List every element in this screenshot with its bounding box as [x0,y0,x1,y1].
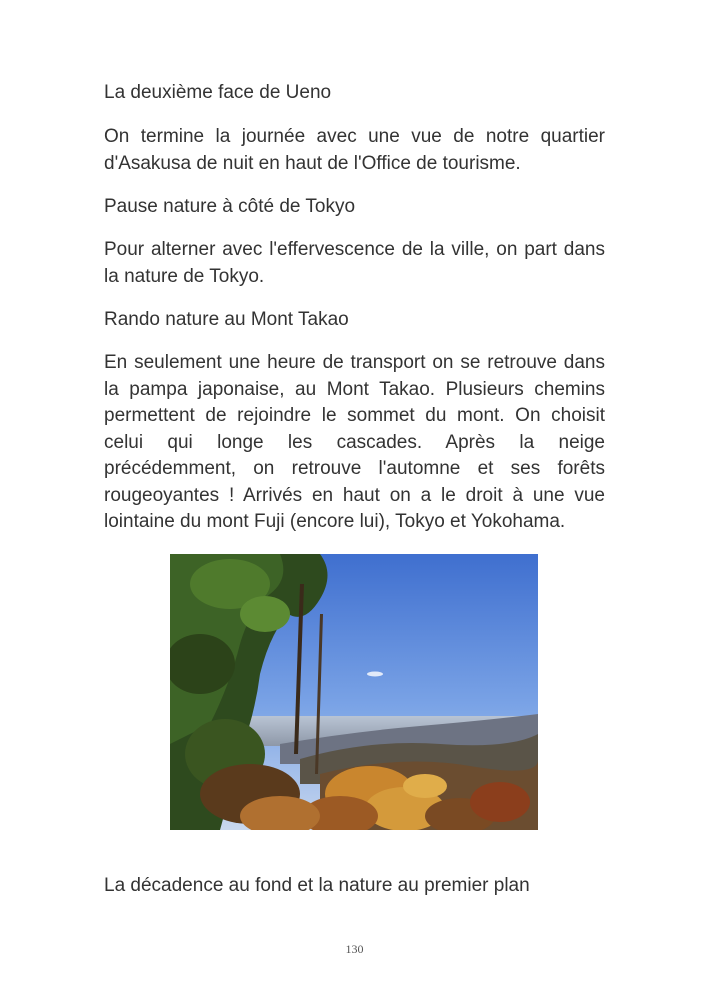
section-heading-mont-takao: Rando nature au Mont Takao [104,309,349,330]
section-paragraph-ueno: On termine la journée avec une vue de notre quartier d'Asakusa de nuit en haut de l'Office de tourisme. [104,126,605,174]
section-paragraph-mont-takao: En seulement une heure de transport on se retrouve dans la pampa japonaise, au Mont Takao. Plusieurs chemins permettent de rejoindre le sommet du mont. On choisit celui qui longe les cascades. Après la neige précédemment, on retrouve l'automne et ses forêts rougeoyantes ! Arrivés en haut on a le droit à une vue lointaine du mont Fuji (encore lui), Tokyo et Yokohama. [104,352,605,532]
page-number: 130 [345,942,364,956]
section-paragraph-pause-nature: Pour alterner avec l'effervescence de la ville, on part dans la nature de Tokyo. [104,239,605,287]
section-heading-ueno: La deuxième face de Ueno [104,82,332,103]
photo-caption: La décadence au fond et la nature au premier plan [104,875,530,896]
section-heading-pause-nature: Pause nature à côté de Tokyo [104,196,356,217]
mountain-landscape-photo [170,554,538,830]
